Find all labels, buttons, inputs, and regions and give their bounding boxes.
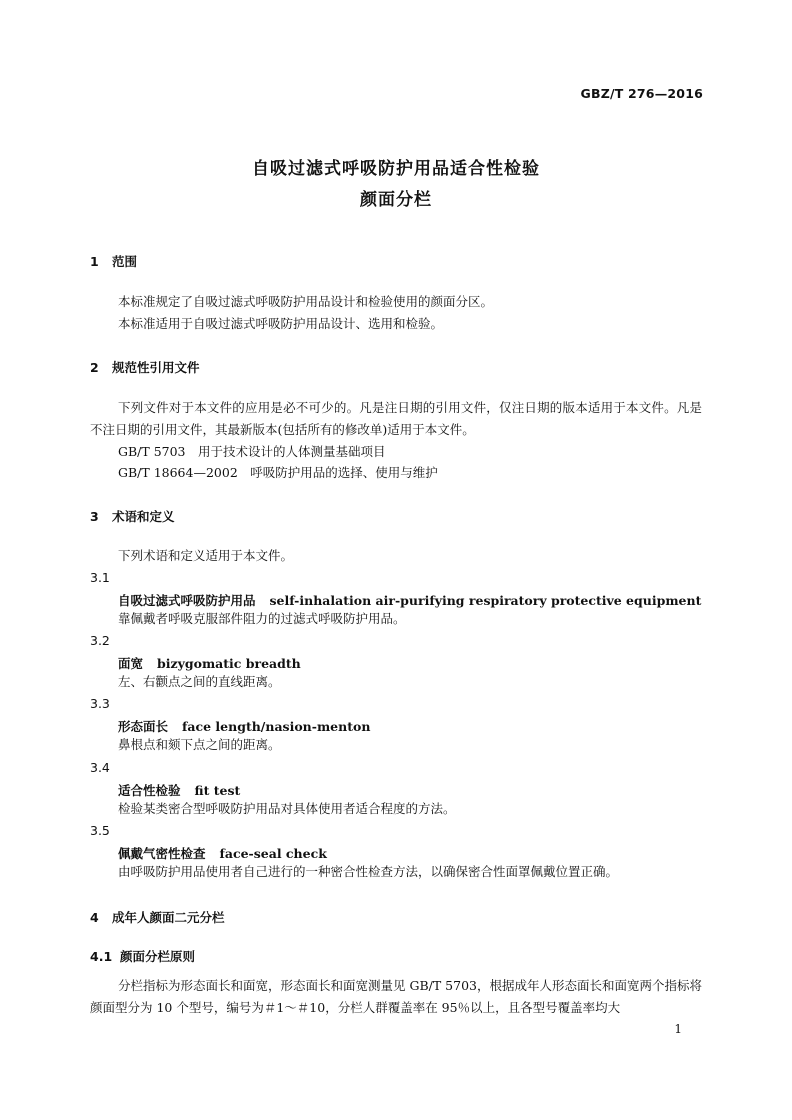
section-title: 术语和定义	[112, 509, 175, 524]
reference-gbt-5703: GB/T 5703 用于技术设计的人体测量基础项目	[118, 444, 386, 459]
term-heading	[118, 591, 701, 609]
normative-references-paragraph: 下列文件对于本文件的应用是必不可少的。凡是注日期的引用文件，仅注日期的版本适用于本文件。凡是不注日期的引用文件，其最新版本(包括所有的修改单)适用于本文件。	[90, 400, 702, 437]
term-en: face-seal check	[219, 846, 327, 861]
term-zh: 面宽	[118, 656, 144, 671]
reference-gbt-18664: GB/T 18664—2002 呼吸防护用品的选择、使用与维护	[118, 465, 438, 480]
term-en: bizygomatic breadth	[157, 656, 301, 671]
term-zh: 自吸过滤式呼吸防护用品	[118, 593, 256, 608]
standard-number: GBZ/T 276—2016	[580, 86, 703, 101]
term-heading	[118, 844, 327, 862]
subsection-4-1-paragraph: 分栏指标为形态面长和面宽，形态面长和面宽测量见 GB/T 5703，根据成年人形态面长和面宽两个指标将颜面型分为 10 个型号，编号为＃1～＃10，分栏人群覆盖率在 95％以上，且各型号覆盖率均大	[90, 978, 702, 1015]
page-number: 1	[674, 1022, 682, 1036]
term-definition: 检验某类密合型呼吸防护用品对具体使用者适合程度的方法。	[118, 801, 456, 816]
term-number: 3.3	[90, 696, 110, 711]
section-title: 范围	[112, 254, 138, 269]
section-number: 1	[90, 254, 99, 269]
term-number: 3.5	[90, 823, 110, 838]
subsection-number: 4.1	[90, 949, 113, 964]
term-en: self-inhalation air-purifying respiratory protective equipment	[269, 593, 702, 608]
term-zh: 形态面长	[118, 719, 169, 734]
term-heading	[118, 654, 301, 672]
subsection-4-1-heading	[90, 947, 195, 965]
term-number: 3.1	[90, 570, 110, 585]
term-en: face length/nasion-menton	[182, 719, 371, 734]
term-definition: 鼻根点和颏下点之间的距离。	[118, 737, 281, 752]
section-title: 成年人颜面二元分栏	[112, 910, 225, 925]
document-title-line1: 自吸过滤式呼吸防护用品适合性检验	[252, 159, 540, 179]
section-number: 2	[90, 360, 99, 375]
section-number: 3	[90, 509, 99, 524]
section-4-heading	[90, 908, 225, 926]
section-1-heading	[90, 252, 137, 270]
term-heading	[118, 717, 370, 735]
section-2-heading	[90, 358, 200, 376]
document-title-line2: 颜面分栏	[360, 190, 432, 210]
term-number: 3.2	[90, 633, 110, 648]
section-number: 4	[90, 910, 99, 925]
term-definition: 靠佩戴者呼吸克服部件阻力的过滤式呼吸防护用品。	[118, 611, 406, 626]
scope-paragraph-2: 本标准适用于自吸过滤式呼吸防护用品设计、选用和检验。	[118, 316, 444, 331]
term-heading	[118, 781, 240, 799]
term-zh: 佩戴气密性检查	[118, 846, 206, 861]
term-zh: 适合性检验	[118, 783, 181, 798]
term-definition: 左、右颧点之间的直线距离。	[118, 674, 281, 689]
term-number: 3.4	[90, 760, 110, 775]
term-definition: 由呼吸防护用品使用者自己进行的一种密合性检查方法，以确保密合性面罩佩戴位置正确。	[118, 864, 619, 879]
subsection-title: 颜面分栏原则	[120, 949, 196, 964]
section-3-heading	[90, 507, 175, 525]
term-en: fit test	[194, 783, 241, 798]
scope-paragraph-1: 本标准规定了自吸过滤式呼吸防护用品设计和检验使用的颜面分区。	[118, 294, 494, 309]
section-title: 规范性引用文件	[112, 360, 200, 375]
terms-intro: 下列术语和定义适用于本文件。	[118, 548, 294, 563]
